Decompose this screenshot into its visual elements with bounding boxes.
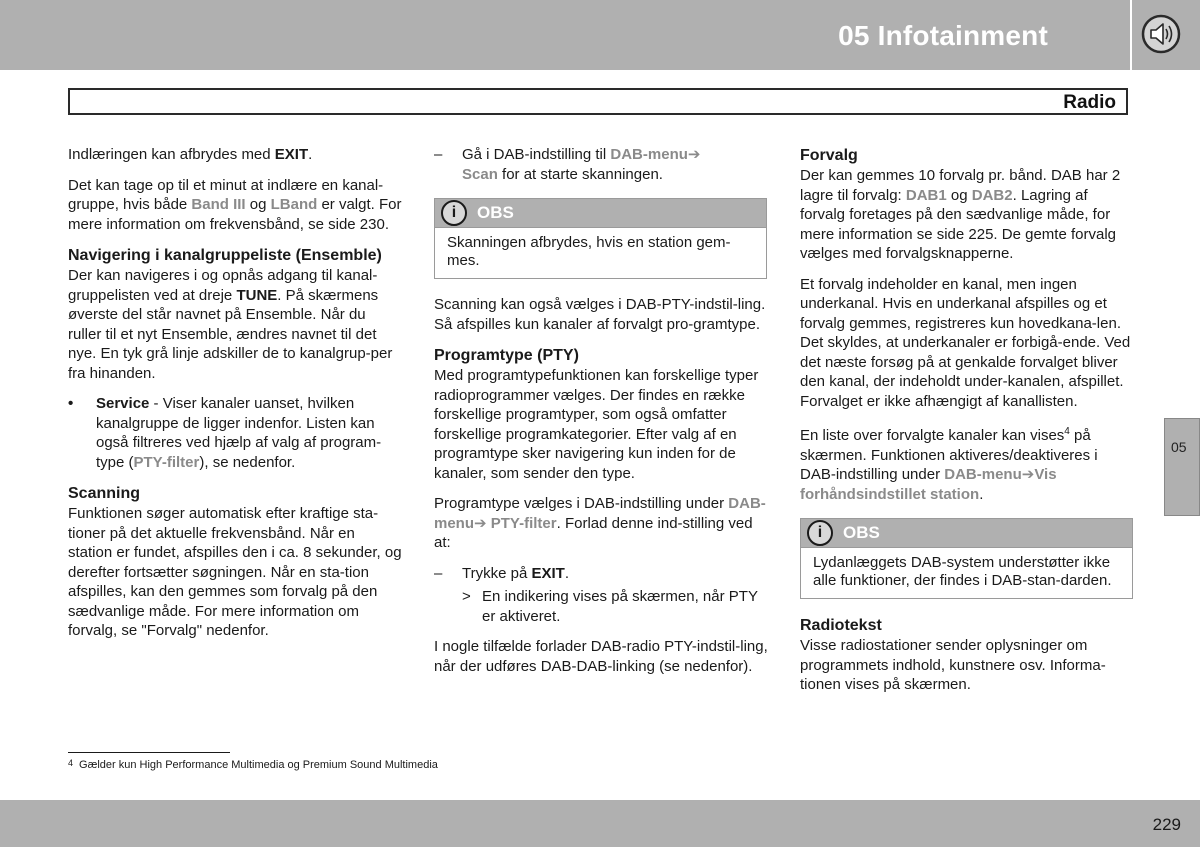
result-item: > En indikering vises på skærmen, når PTY er aktiveret. bbox=[462, 588, 758, 625]
paragraph: Med programtypefunktionen kan forskellige typer radioprogrammer vælges. Der findes en række forskellige programtyper, som også omfatter forskellige programkategorier. Efter valg af en programtype sker navigering kun inden for de kanaler, som sender den type. bbox=[434, 367, 759, 482]
ui-term: Vis forhåndsindstillet station bbox=[800, 466, 1057, 503]
chapter-title: 05 Infotainment bbox=[838, 20, 1048, 51]
heading-radiotekst: Radiotekst bbox=[800, 617, 882, 634]
bullet-icon: • bbox=[68, 395, 74, 412]
paragraph: En liste over forvalgte kanaler kan vises$^4$ på skærmen. Funktionen aktiveres/deaktiveres i DAB-indstilling under DAB-menu➔Vis forhåndsindstillet station. bbox=[800, 426, 1098, 503]
paragraph: Visse radiostationer sender oplysninger om programmets indhold, kunstnere osv. Informa-tionen vises på skærmen. bbox=[800, 637, 1106, 693]
arrow-icon: ➔ bbox=[474, 514, 487, 532]
footer-bar bbox=[0, 800, 1200, 847]
heading-navigering: Navigering i kanalgruppeliste (Ensemble) bbox=[68, 247, 382, 264]
section-title: Radio bbox=[1063, 92, 1116, 113]
arrow-icon: ➔ bbox=[1021, 466, 1035, 483]
paragraph: Der kan navigeres i og opnås adgang til kanal-gruppelisten ved at dreje TUNE. På skærmens øverste del står navnet på Ensemble. Når du ruller til et nyt Ensemble, ændres navnet til det nye. En tyk grå linje adskiller de to kanalgrup-per fra hinanden. bbox=[68, 267, 393, 382]
column-2 bbox=[434, 145, 769, 687]
ui-term: PTY-filter bbox=[490, 514, 557, 532]
paragraph: Det kan tage op til et minut at indlære en kanal-gruppe, hvis både Band III og LBand er valgt. For mere information om frekvensbånd, se side 230. bbox=[68, 176, 402, 233]
note-label: OBS bbox=[477, 203, 514, 223]
ui-term: DAB-menu bbox=[610, 146, 688, 163]
heading-scanning: Scanning bbox=[68, 485, 141, 502]
page-number: 229 bbox=[1152, 815, 1181, 834]
info-icon: i bbox=[807, 520, 833, 546]
section-header bbox=[68, 88, 1128, 115]
ui-term: Band III bbox=[191, 196, 246, 213]
footnote-rule bbox=[68, 752, 230, 753]
ui-term: Scan bbox=[462, 165, 498, 183]
step-item: – Gå i DAB-indstilling til DAB-menu➔ Scan for at starte skanningen. bbox=[434, 146, 701, 183]
step-item: – Trykke på EXIT. bbox=[434, 564, 569, 582]
paragraph: Et forvalg indeholder en kanal, men ingen underkanal. Hvis en underkanal afspilles og et forvalg gemmes, registreres kun hovedkana-len. Det skyldes, at underkanaler er forbigå-ende. Ved det næste forsøg på at genkalde forvalget bliver den kanal, der indeholdt under-kanalen, afspillet. Forvalget er ikke afhængigt af kanallisten. bbox=[800, 275, 1131, 410]
note-text: Skanningen afbrydes, hvis en station gem-mes. bbox=[447, 234, 731, 269]
note-label: OBS bbox=[843, 523, 880, 543]
paragraph: Programtype vælges i DAB-indstilling under DAB-menu➔ PTY-filter. Forlad denne ind-stilling ved at: bbox=[434, 495, 766, 551]
header-bar bbox=[0, 0, 1130, 70]
ui-term: DAB-menu bbox=[944, 466, 1022, 483]
speaker-icon bbox=[1141, 14, 1181, 54]
heading-forvalg: Forvalg bbox=[800, 147, 858, 164]
paragraph: Indlæringen kan afbrydes med EXIT. bbox=[68, 146, 313, 163]
note-box bbox=[434, 198, 767, 279]
column-1 bbox=[68, 145, 403, 652]
note-box bbox=[800, 518, 1133, 599]
footnote: 4 Gælder kun High Performance Multimedia og Premium Sound Multimedia bbox=[68, 758, 438, 771]
note-text: Lydanlæggets DAB-system understøtter ikke alle funktioner, der findes i DAB-stan-darden. bbox=[813, 554, 1112, 589]
ui-term: DAB-menu bbox=[434, 495, 766, 532]
ui-term: DAB2 bbox=[971, 186, 1013, 204]
list-item: • Service - Viser kanaler uanset, hvilken kanalgruppe de ligger indenfor. Listen kan også filtreres ved hjælp af valg af program-type (PTY-filter), se nedenfor. bbox=[68, 395, 382, 471]
chapter-tab-label: 05 bbox=[1171, 439, 1187, 455]
ui-term: DAB1 bbox=[905, 186, 947, 204]
column-3 bbox=[800, 145, 1135, 706]
paragraph: Der kan gemmes 10 forvalg pr. bånd. DAB har 2 lagre til forvalg: DAB1 og DAB2. Lagring af forvalg foretages på den sædvanlige måde, for mere information se side 225. De gemte forvalg vælges med forvalgsknapperne. bbox=[800, 167, 1121, 262]
paragraph: Funktionen søger automatisk efter kraftige sta-tioner på det aktuelle frekvensbånd. Når en station er fundet, afspilles den i ca. 8 sekunder, og derefter fortsætter søgningen. Når en sta-tion afspilles, kan den gemmes som forvalg på den sædvanlige måde. For mere information om forvalg, se "Forvalg" nedenfor. bbox=[68, 505, 402, 639]
chapter-tab bbox=[1164, 418, 1200, 516]
info-icon: i bbox=[441, 200, 467, 226]
heading-programtype: Programtype (PTY) bbox=[434, 347, 579, 364]
ui-term: LBand bbox=[270, 196, 318, 213]
paragraph: I nogle tilfælde forlader DAB-radio PTY-indstil-ling, når der udføres DAB-DAB-linking (se nedenfor). bbox=[434, 638, 768, 675]
arrow-icon: ➔ bbox=[687, 146, 701, 163]
ui-term: PTY-filter bbox=[133, 453, 200, 471]
footnote-ref: 4 bbox=[1064, 426, 1070, 437]
paragraph: Scanning kan også vælges i DAB-PTY-indstil-ling. Så afspilles kun kanaler af forvalgt pro-gramtype. bbox=[434, 296, 766, 333]
